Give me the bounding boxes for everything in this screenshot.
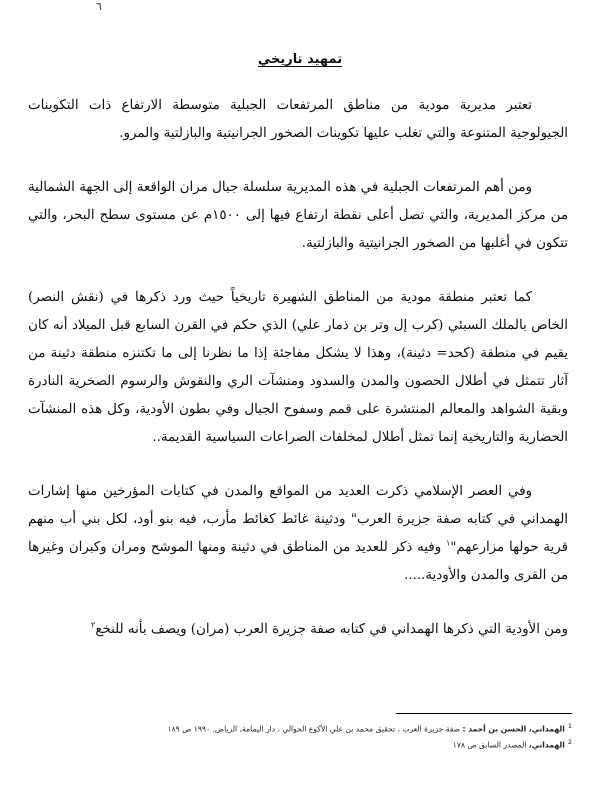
body-text: [28, 92, 568, 670]
paragraph-text: كما تعتبر منطقة مودية من المناطق الشهيرة تاريخياً حيث ورد ذكرها في (نقش النصر) الخاص بالملك السبئي (كرب إل وتر بن ذمار علي) الذي حكم في القرن السابع قبل الميلاد أنه كان يقيم في منطقة (كحد= دثينة)، وهذا لا يشكل مفاجئة إذا ما نظرنا إلى ما تكتنزه منطقة دثينة من آثار تتمثل في أطلال الحصون والمدن والسدود ومنشآت الري والنقوش والرسوم الصخرية النادرة وبقية الشواهد والمعالم المنتشرة على قمم وسفوح الجبال وفي بطون الأودية، وكل هذه المنشآت الحضارية والتاريخية إنما تمثل أطلال لمخلفات الصراعات السياسية القديمة..: [28, 290, 568, 445]
footnote-number: 2: [567, 737, 572, 746]
section-title: تمهيد تاريخي: [257, 52, 343, 67]
footnote-reference-1[interactable]: ١: [445, 538, 451, 548]
paragraph-text: وفي العصر الإسلامي ذكرت العديد من المواقع والمدن في كتابات المؤرخين منها إشارات الهمداني في كتابه صفة جزيرة العرب" ودثينة غائط كغائط مأرب، فيه بنو أود، لكل بني أب منهم قرية حولها مزارعهم": [28, 484, 569, 555]
paragraph-1: [28, 92, 568, 148]
paragraph-2: [28, 174, 568, 258]
footnote-separator: [396, 713, 572, 714]
page-number: ٦: [96, 0, 102, 13]
footnote-author: الهمداني، الحسن بن أحمد :: [462, 724, 565, 734]
footnote-reference-2[interactable]: ٢: [91, 620, 96, 630]
paragraph-text: ومن أهم المرتفعات الجبلية في هذه المديرية سلسلة جبال مران الواقعة إلى الجهة الشمالية من مركز المديرية، والتي تصل أعلى نقطة ارتفاع فيها إلى ١٥٠٠م عن مستوى سطح البحر، والتي تتكون في أغلبها من الصخور الجرانيتية والبازلتية.: [28, 180, 568, 251]
footnote-2: [32, 736, 572, 752]
footnote-number: 1: [567, 722, 572, 730]
footnote-author: الهمداني،: [528, 740, 565, 750]
footnote-text: صفة جزيرة العرب ، تحقيق محمد بن علي الأكوع الحوالي ، دار اليمامة، الرياض. ١٩٩٠ ص ١٨٩: [167, 724, 463, 734]
paragraph-text: وفيه ذكر للعديد من المناطق في دثينة ومنها الموشح ومران وكبران وغيرها من القرى والمدن والأودية.....: [28, 540, 568, 583]
paragraph-text: تعتبر مديرية مودية من مناطق المرتفعات الجبلية متوسطة الارتفاع ذات التكوينات الجيولوجية المتنوعة والتي تغلب عليها تكوينات الصخور الجرانيتية والبازلتية والمرو.: [28, 98, 568, 141]
paragraph-3: [28, 284, 568, 452]
footnote-1: [32, 720, 572, 736]
paragraph-4: [28, 478, 568, 590]
paragraph-5: [28, 616, 568, 644]
paragraph-text: ومن الأودية التي ذكرها الهمداني في كتابه صفة جزيرة العرب (مران) ويصف بأنه للنخع: [95, 622, 568, 637]
footnotes: [32, 720, 572, 751]
footnote-text: المصدر السابق ص ١٧٨: [452, 740, 529, 750]
